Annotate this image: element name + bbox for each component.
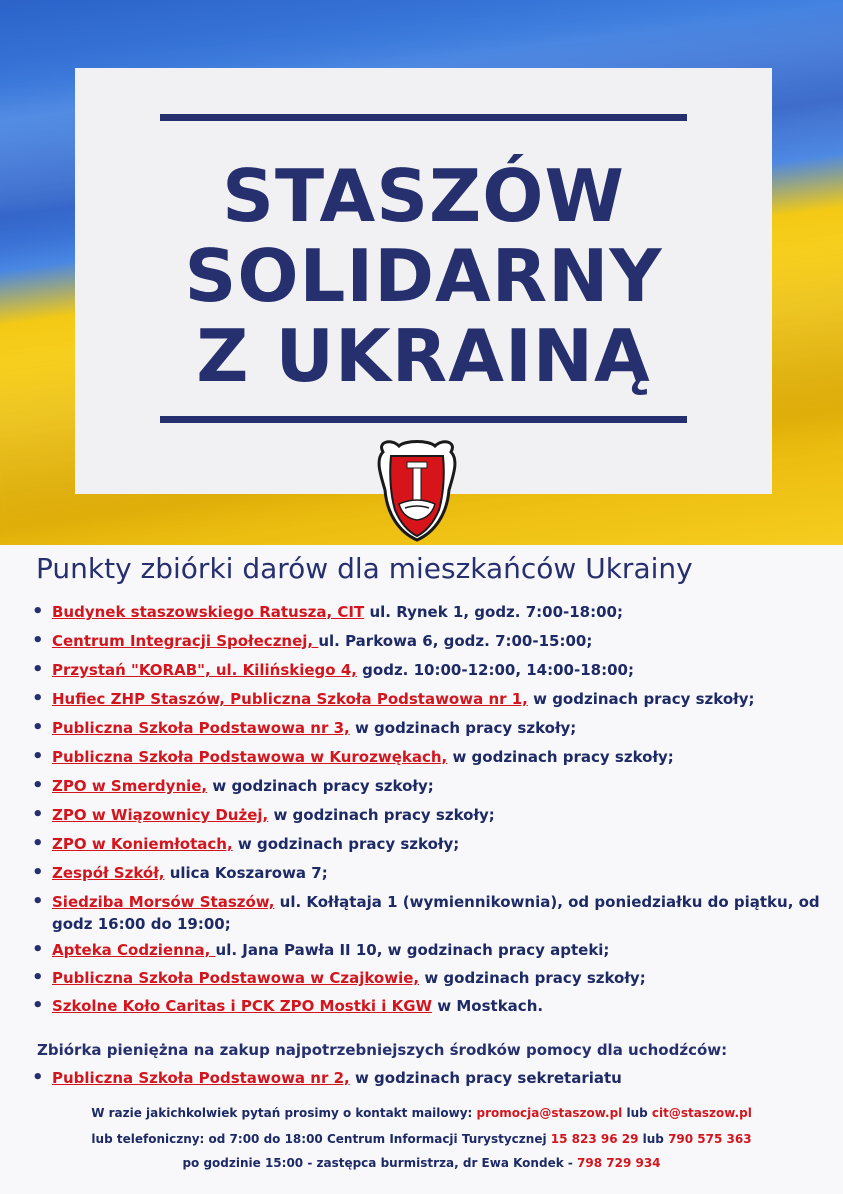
point-place: Siedziba Morsów Staszów, (52, 893, 275, 911)
point-info: w godzinach pracy sekretariatu (349, 1069, 622, 1087)
title-line-3: Z UKRAINĄ (196, 314, 651, 398)
point-info: w godzinach pracy szkoły; (419, 969, 646, 987)
money-collection-list (30, 1067, 820, 1089)
point-place: Apteka Codzienna, (52, 941, 216, 959)
point-place: Przystań "KORAB", ul. Kilińskiego 4, (52, 661, 357, 679)
list-item (30, 995, 820, 1017)
point-info: w godzinach pracy szkoły; (447, 748, 674, 766)
title-line-1: STASZÓW (222, 154, 625, 238)
email-promocja[interactable]: promocja@staszow.pl (476, 1106, 623, 1120)
point-place: Szkolne Koło Caritas i PCK ZPO Mostki i KGW (52, 997, 433, 1015)
list-item (30, 1067, 820, 1089)
point-info: ul. Jana Pawła II 10, w godzinach pracy apteki; (215, 941, 610, 959)
list-item (30, 688, 820, 710)
money-collection-title: Zbiórka pieniężna na zakup najpotrzebniejszych środków pomocy dla uchodźców: (37, 1041, 728, 1059)
list-item (30, 717, 820, 739)
phone-deputy-mayor[interactable]: 798 729 934 (577, 1156, 661, 1170)
point-info: w godzinach pracy szkoły; (268, 806, 495, 824)
list-item (30, 939, 820, 961)
point-place: ZPO w Wiązownicy Dużej, (52, 806, 269, 824)
title-rule-bottom (160, 416, 687, 423)
list-item (30, 891, 820, 935)
point-place: ZPO w Smerdynie, (52, 777, 208, 795)
point-place: Publiczna Szkoła Podstawowa w Kurozwękach, (52, 748, 448, 766)
point-place: Centrum Integracji Społecznej, (52, 632, 319, 650)
title-card (75, 68, 772, 494)
list-item (30, 967, 820, 989)
collection-points-list (30, 601, 820, 1017)
poster-title (75, 156, 772, 396)
point-info: w godzinach pracy szkoły; (527, 690, 755, 708)
contact-line-email: W razie jakichkolwiek pytań prosimy o kontakt mailowy: promocja@staszow.pl lub cit@staszow.pl (91, 1106, 752, 1120)
list-item (30, 630, 820, 652)
list-item (30, 775, 820, 797)
collection-points-heading: Punkty zbiórki darów dla mieszkańców Ukrainy (36, 552, 693, 585)
point-place: Publiczna Szkoła Podstawowa nr 3, (52, 719, 350, 737)
title-rule-top (160, 114, 687, 121)
list-item (30, 804, 820, 826)
point-place: Hufiec ZHP Staszów, Publiczna Szkoła Podstawowa nr 1, (52, 690, 528, 708)
email-cit[interactable]: cit@staszow.pl (651, 1106, 752, 1120)
phone-cit-mobile[interactable]: 790 575 363 (668, 1132, 752, 1146)
list-item (30, 659, 820, 681)
point-place: Budynek staszowskiego Ratusza, CIT (52, 603, 365, 621)
point-place: Publiczna Szkoła Podstawowa w Czajkowie, (52, 969, 420, 987)
point-info: ul. Kołłątaja 1 (wymiennikownia), od poniedziałku do piątku, od godz 16:00 do 19:00; (52, 893, 820, 933)
point-place: ZPO w Koniemłotach, (52, 835, 233, 853)
point-place: Publiczna Szkoła Podstawowa nr 2, (52, 1069, 350, 1087)
point-info: w Mostkach. (432, 997, 544, 1015)
contact-line-deputy: po godzinie 15:00 - zastępca burmistrza, dr Ewa Kondek - 798 729 934 (182, 1156, 661, 1170)
title-line-2: SOLIDARNY (184, 234, 663, 318)
point-info: w godzinach pracy szkoły; (232, 835, 460, 853)
point-info: godz. 10:00-12:00, 14:00-18:00; (356, 661, 634, 679)
point-info: ul. Parkowa 6, godz. 7:00-15:00; (318, 632, 593, 650)
list-item (30, 746, 820, 768)
content-panel (0, 545, 843, 1194)
list-item (30, 601, 820, 623)
contact-line-phone: lub telefoniczny: od 7:00 do 18:00 Centrum Informacji Turystycznej 15 823 96 29 lub 790 575 363 (91, 1132, 752, 1146)
list-item (30, 862, 820, 884)
point-info: w godzinach pracy szkoły; (349, 719, 577, 737)
point-place: Zespół Szkół, (52, 864, 165, 882)
coat-of-arms-icon (369, 436, 465, 544)
point-info: w godzinach pracy szkoły; (207, 777, 434, 795)
list-item (30, 833, 820, 855)
point-info: ul. Rynek 1, godz. 7:00-18:00; (364, 603, 623, 621)
point-info: ulica Koszarowa 7; (164, 864, 328, 882)
phone-cit[interactable]: 15 823 96 29 (550, 1132, 639, 1146)
